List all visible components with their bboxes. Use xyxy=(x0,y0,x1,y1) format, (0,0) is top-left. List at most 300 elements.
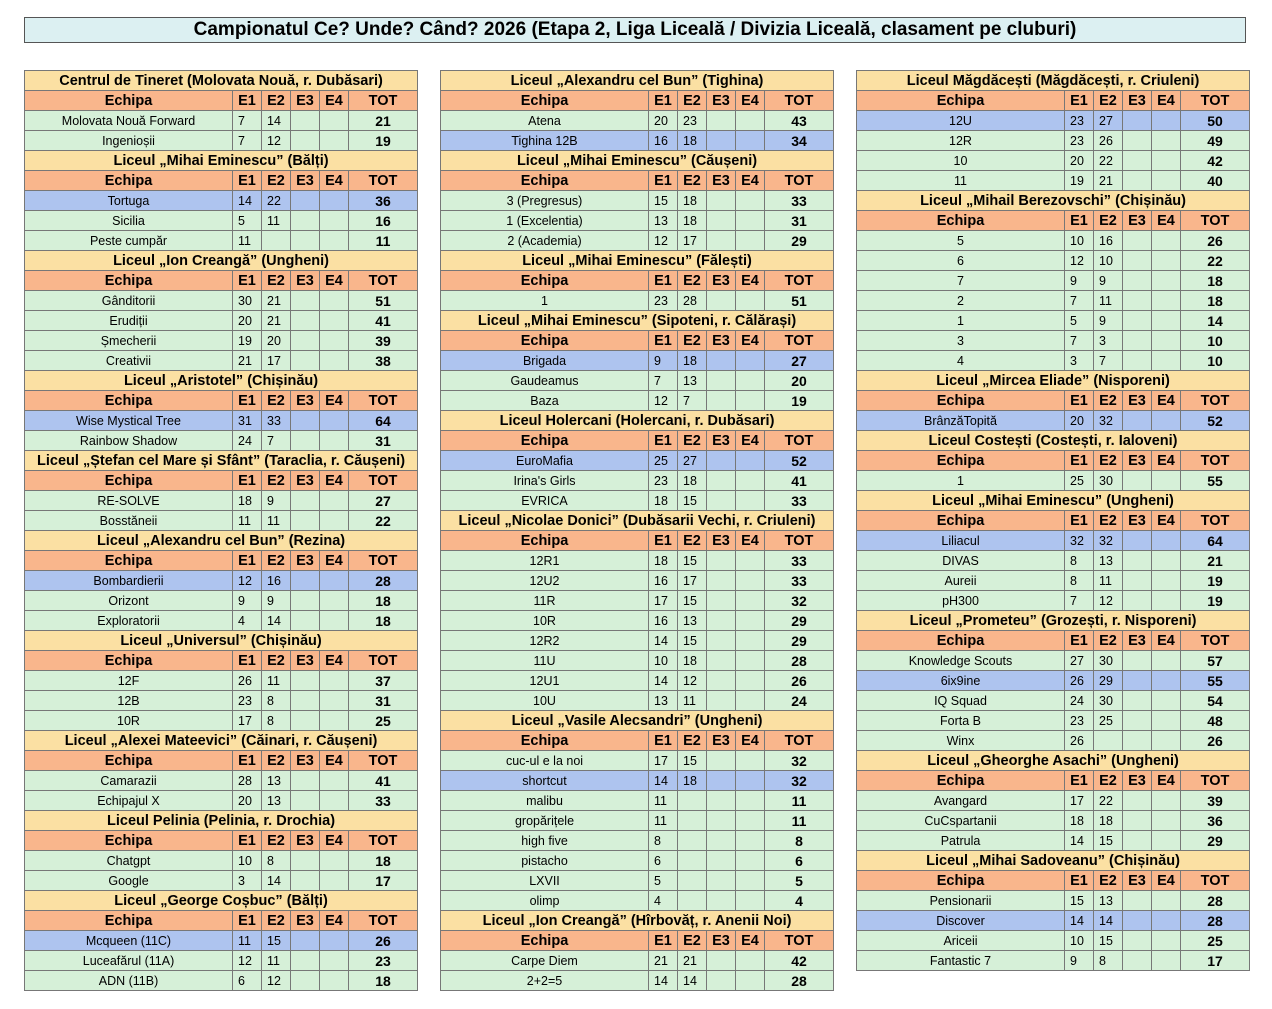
total-score: 32 xyxy=(765,591,834,611)
e2-column-header: E2 xyxy=(262,471,291,491)
e1-score: 21 xyxy=(649,951,678,971)
e2-score: 17 xyxy=(678,571,707,591)
total-score: 11 xyxy=(765,791,834,811)
e1-score: 16 xyxy=(649,571,678,591)
e2-score: 8 xyxy=(262,711,291,731)
total-score: 20 xyxy=(765,371,834,391)
e4-score xyxy=(320,111,349,131)
tot-column-header: TOT xyxy=(765,531,834,551)
tot-column-header: TOT xyxy=(1181,871,1250,891)
e3-column-header: E3 xyxy=(291,271,320,291)
team-name: 1 (Excelentia) xyxy=(441,211,649,231)
e2-score: 13 xyxy=(1094,551,1123,571)
e3-score xyxy=(707,791,736,811)
e2-score: 11 xyxy=(1094,291,1123,311)
e3-score xyxy=(1123,151,1152,171)
e3-score xyxy=(1123,931,1152,951)
team-row xyxy=(25,191,418,211)
e4-column-header: E4 xyxy=(320,91,349,111)
team-row xyxy=(857,471,1250,491)
e1-score: 12 xyxy=(649,231,678,251)
total-score: 19 xyxy=(1181,591,1250,611)
column-header-row xyxy=(857,451,1250,471)
e2-score xyxy=(678,831,707,851)
team-name: Sicilia xyxy=(25,211,233,231)
e4-column-header: E4 xyxy=(736,431,765,451)
column-header-row xyxy=(25,271,418,291)
team-row xyxy=(441,471,834,491)
team-row xyxy=(441,591,834,611)
e4-score xyxy=(320,871,349,891)
e4-column-header: E4 xyxy=(736,731,765,751)
e3-score xyxy=(707,111,736,131)
total-score: 25 xyxy=(1181,931,1250,951)
club-header-row xyxy=(857,611,1250,631)
e2-score: 14 xyxy=(678,971,707,991)
team-column-header: Echipa xyxy=(441,731,649,751)
team-row xyxy=(25,591,418,611)
team-name: 10 xyxy=(857,151,1065,171)
e1-column-header: E1 xyxy=(233,171,262,191)
team-name: ADN (11B) xyxy=(25,971,233,991)
team-row xyxy=(857,831,1250,851)
e4-column-header: E4 xyxy=(1152,511,1181,531)
e1-score: 32 xyxy=(1065,531,1094,551)
team-name: Knowledge Scouts xyxy=(857,651,1065,671)
team-name: 6ix9ine xyxy=(857,671,1065,691)
team-row xyxy=(25,771,418,791)
club-name: Liceul „Alexandru cel Bun” (Tighina) xyxy=(441,71,834,91)
e2-column-header: E2 xyxy=(678,331,707,351)
club-header-row xyxy=(441,71,834,91)
e3-score xyxy=(291,851,320,871)
column-header-row xyxy=(441,531,834,551)
club-header-row xyxy=(857,751,1250,771)
e1-column-header: E1 xyxy=(233,911,262,931)
column-header-row xyxy=(857,91,1250,111)
e1-score: 8 xyxy=(649,831,678,851)
e4-score xyxy=(320,591,349,611)
e2-score: 18 xyxy=(678,651,707,671)
e4-score xyxy=(1152,731,1181,751)
e3-score xyxy=(1123,291,1152,311)
e2-score: 17 xyxy=(262,351,291,371)
team-row xyxy=(25,491,418,511)
club-header-row xyxy=(857,191,1250,211)
e1-score: 15 xyxy=(649,191,678,211)
e4-score xyxy=(736,871,765,891)
e2-score: 28 xyxy=(678,291,707,311)
tot-column-header: TOT xyxy=(1181,631,1250,651)
team-row xyxy=(25,111,418,131)
team-name: 12R1 xyxy=(441,551,649,571)
e4-column-header: E4 xyxy=(320,391,349,411)
team-name: 12R xyxy=(857,131,1065,151)
club-header-row xyxy=(857,71,1250,91)
team-row xyxy=(25,311,418,331)
e3-score xyxy=(1123,271,1152,291)
e3-score xyxy=(291,571,320,591)
e3-score xyxy=(1123,131,1152,151)
e2-score: 9 xyxy=(1094,311,1123,331)
team-name: Forta B xyxy=(857,711,1065,731)
e1-score: 15 xyxy=(1065,891,1094,911)
club-name: Liceul „Mihai Sadoveanu” (Chișinău) xyxy=(857,851,1250,871)
e3-score xyxy=(1123,231,1152,251)
e1-column-header: E1 xyxy=(233,651,262,671)
team-row xyxy=(441,971,834,991)
e3-score xyxy=(707,291,736,311)
e2-column-header: E2 xyxy=(678,931,707,951)
total-score: 41 xyxy=(765,471,834,491)
e4-column-header: E4 xyxy=(320,831,349,851)
tot-column-header: TOT xyxy=(1181,511,1250,531)
e4-score xyxy=(736,751,765,771)
e2-score: 11 xyxy=(262,671,291,691)
e4-score xyxy=(320,711,349,731)
e1-score: 14 xyxy=(649,671,678,691)
team-name: DIVAS xyxy=(857,551,1065,571)
team-row xyxy=(441,651,834,671)
e2-score: 12 xyxy=(262,131,291,151)
team-row xyxy=(441,551,834,571)
e3-score xyxy=(707,371,736,391)
e4-score xyxy=(320,331,349,351)
e1-score: 31 xyxy=(233,411,262,431)
total-score: 26 xyxy=(765,671,834,691)
e3-score xyxy=(1123,411,1152,431)
team-row xyxy=(857,411,1250,431)
e3-score xyxy=(707,831,736,851)
e1-score: 14 xyxy=(1065,911,1094,931)
e1-column-header: E1 xyxy=(233,751,262,771)
e3-score xyxy=(707,851,736,871)
team-name: BrânzăTopită xyxy=(857,411,1065,431)
club-name: Liceul Costești (Costești, r. Ialoveni) xyxy=(857,431,1250,451)
e1-score: 6 xyxy=(649,851,678,871)
team-row xyxy=(441,391,834,411)
e3-column-header: E3 xyxy=(1123,871,1152,891)
e1-score: 18 xyxy=(649,551,678,571)
e2-score: 22 xyxy=(1094,791,1123,811)
e1-score: 5 xyxy=(1065,311,1094,331)
e1-score: 7 xyxy=(1065,291,1094,311)
e3-score xyxy=(707,191,736,211)
total-score: 18 xyxy=(349,971,418,991)
e2-score: 11 xyxy=(1094,571,1123,591)
e1-column-header: E1 xyxy=(1065,511,1094,531)
team-row xyxy=(441,791,834,811)
e3-score xyxy=(707,671,736,691)
total-score: 32 xyxy=(765,771,834,791)
total-score: 36 xyxy=(1181,811,1250,831)
team-name: cuc-ul e la noi xyxy=(441,751,649,771)
team-name: LXVII xyxy=(441,871,649,891)
e1-score: 3 xyxy=(233,871,262,891)
total-score: 22 xyxy=(1181,251,1250,271)
team-name: Irina's Girls xyxy=(441,471,649,491)
e4-score xyxy=(1152,591,1181,611)
team-name: Google xyxy=(25,871,233,891)
total-score: 18 xyxy=(349,851,418,871)
team-row xyxy=(25,971,418,991)
e1-score: 12 xyxy=(233,951,262,971)
e4-column-header: E4 xyxy=(320,751,349,771)
e3-score xyxy=(1123,331,1152,351)
team-column-header: Echipa xyxy=(25,831,233,851)
e4-score xyxy=(736,551,765,571)
e2-score: 15 xyxy=(678,491,707,511)
tot-column-header: TOT xyxy=(349,551,418,571)
team-name: gropărițele xyxy=(441,811,649,831)
e4-score xyxy=(1152,951,1181,971)
total-score: 24 xyxy=(765,691,834,711)
club-header-row xyxy=(25,71,418,91)
e1-score: 7 xyxy=(649,371,678,391)
e4-score xyxy=(736,471,765,491)
e2-column-header: E2 xyxy=(1094,391,1123,411)
e4-score xyxy=(736,491,765,511)
club-name: Liceul „Ion Creangă” (Ungheni) xyxy=(25,251,418,271)
e2-score: 11 xyxy=(678,691,707,711)
e1-score: 17 xyxy=(233,711,262,731)
team-row xyxy=(857,291,1250,311)
team-column-header: Echipa xyxy=(25,171,233,191)
e1-score: 20 xyxy=(233,311,262,331)
total-score: 52 xyxy=(765,451,834,471)
team-row xyxy=(857,891,1250,911)
e2-score: 33 xyxy=(262,411,291,431)
column-header-row xyxy=(25,471,418,491)
team-name: Atena xyxy=(441,111,649,131)
team-row xyxy=(441,231,834,251)
team-name: Creativii xyxy=(25,351,233,371)
e4-score xyxy=(320,611,349,631)
e3-score xyxy=(291,331,320,351)
e4-score xyxy=(736,571,765,591)
e2-score: 15 xyxy=(678,591,707,611)
club-header-row xyxy=(857,851,1250,871)
team-row xyxy=(25,351,418,371)
tot-column-header: TOT xyxy=(1181,451,1250,471)
e4-score xyxy=(736,951,765,971)
total-score: 5 xyxy=(765,871,834,891)
e2-score: 15 xyxy=(678,551,707,571)
e3-score xyxy=(1123,671,1152,691)
team-row xyxy=(25,131,418,151)
e4-score xyxy=(736,451,765,471)
e1-score: 7 xyxy=(1065,591,1094,611)
e3-score xyxy=(291,491,320,511)
team-row xyxy=(441,611,834,631)
e3-score xyxy=(1123,351,1152,371)
e1-score: 20 xyxy=(1065,151,1094,171)
e2-score: 15 xyxy=(262,931,291,951)
e3-score xyxy=(291,931,320,951)
team-name: Peste cumpăr xyxy=(25,231,233,251)
standings-column-1 xyxy=(24,70,417,991)
e1-score: 21 xyxy=(233,351,262,371)
team-column-header: Echipa xyxy=(25,471,233,491)
e1-score: 13 xyxy=(649,691,678,711)
team-column-header: Echipa xyxy=(25,91,233,111)
e3-score xyxy=(291,771,320,791)
e2-score: 27 xyxy=(1094,111,1123,131)
team-name: Pensionarii xyxy=(857,891,1065,911)
e3-score xyxy=(291,231,320,251)
standings-column-2 xyxy=(440,70,833,991)
e4-column-header: E4 xyxy=(1152,391,1181,411)
standings-column-3 xyxy=(856,70,1249,971)
team-column-header: Echipa xyxy=(857,871,1065,891)
e1-score: 12 xyxy=(233,571,262,591)
team-name: 2 (Academia) xyxy=(441,231,649,251)
e1-column-header: E1 xyxy=(649,91,678,111)
team-name: 3 xyxy=(857,331,1065,351)
e1-column-header: E1 xyxy=(649,171,678,191)
e3-score xyxy=(1123,891,1152,911)
e3-score xyxy=(291,951,320,971)
club-name: Liceul „Gheorghe Asachi” (Ungheni) xyxy=(857,751,1250,771)
standings-table xyxy=(856,70,1250,971)
e3-score xyxy=(291,611,320,631)
team-row xyxy=(857,331,1250,351)
e1-score: 12 xyxy=(1065,251,1094,271)
e1-score: 4 xyxy=(233,611,262,631)
e4-score xyxy=(736,771,765,791)
team-name: Gânditorii xyxy=(25,291,233,311)
total-score: 51 xyxy=(349,291,418,311)
total-score: 33 xyxy=(765,491,834,511)
e4-column-header: E4 xyxy=(320,651,349,671)
e4-score xyxy=(736,851,765,871)
total-score: 55 xyxy=(1181,471,1250,491)
column-header-row xyxy=(25,751,418,771)
e3-score xyxy=(1123,531,1152,551)
club-name: Liceul „Universul” (Chișinău) xyxy=(25,631,418,651)
tot-column-header: TOT xyxy=(765,431,834,451)
e4-score xyxy=(1152,811,1181,831)
e4-column-header: E4 xyxy=(320,471,349,491)
e3-score xyxy=(291,291,320,311)
club-header-row xyxy=(441,311,834,331)
team-row xyxy=(441,211,834,231)
total-score: 41 xyxy=(349,311,418,331)
column-header-row xyxy=(441,731,834,751)
e2-score: 23 xyxy=(678,111,707,131)
team-row xyxy=(857,111,1250,131)
team-name: malibu xyxy=(441,791,649,811)
e1-column-header: E1 xyxy=(649,431,678,451)
total-score: 6 xyxy=(765,851,834,871)
total-score: 17 xyxy=(349,871,418,891)
column-header-row xyxy=(25,551,418,571)
e4-score xyxy=(1152,671,1181,691)
e1-score: 23 xyxy=(233,691,262,711)
e2-score: 18 xyxy=(1094,811,1123,831)
total-score: 37 xyxy=(349,671,418,691)
team-row xyxy=(25,711,418,731)
e3-column-header: E3 xyxy=(291,651,320,671)
e2-score: 8 xyxy=(262,691,291,711)
e2-score: 30 xyxy=(1094,651,1123,671)
team-row xyxy=(857,651,1250,671)
e2-column-header: E2 xyxy=(262,911,291,931)
club-name: Liceul „Alexandru cel Bun” (Rezina) xyxy=(25,531,418,551)
team-name: Aureii xyxy=(857,571,1065,591)
team-row xyxy=(441,951,834,971)
team-row xyxy=(857,171,1250,191)
e2-column-header: E2 xyxy=(1094,511,1123,531)
e3-score xyxy=(707,751,736,771)
e4-score xyxy=(1152,571,1181,591)
e4-column-header: E4 xyxy=(736,331,765,351)
e3-column-header: E3 xyxy=(1123,451,1152,471)
team-column-header: Echipa xyxy=(25,551,233,571)
team-row xyxy=(857,571,1250,591)
team-column-header: Echipa xyxy=(857,631,1065,651)
e2-score: 27 xyxy=(678,451,707,471)
e1-score: 4 xyxy=(649,891,678,911)
team-row xyxy=(441,111,834,131)
total-score: 50 xyxy=(1181,111,1250,131)
e3-score xyxy=(1123,171,1152,191)
e4-score xyxy=(320,851,349,871)
standings-table xyxy=(440,70,834,991)
e4-column-header: E4 xyxy=(1152,631,1181,651)
e2-score: 22 xyxy=(262,191,291,211)
team-row xyxy=(25,931,418,951)
e1-score: 30 xyxy=(233,291,262,311)
team-name: 3 (Pregresus) xyxy=(441,191,649,211)
team-name: Ingenioșii xyxy=(25,131,233,151)
team-column-header: Echipa xyxy=(857,511,1065,531)
team-name: Avangard xyxy=(857,791,1065,811)
team-name: 1 xyxy=(441,291,649,311)
e4-column-header: E4 xyxy=(736,271,765,291)
e2-score xyxy=(262,231,291,251)
e1-score: 14 xyxy=(649,971,678,991)
total-score: 18 xyxy=(1181,291,1250,311)
club-header-row xyxy=(857,371,1250,391)
e2-column-header: E2 xyxy=(678,271,707,291)
e4-column-header: E4 xyxy=(1152,871,1181,891)
e1-score: 16 xyxy=(649,611,678,631)
team-name: IQ Squad xyxy=(857,691,1065,711)
team-name: 11U xyxy=(441,651,649,671)
e2-score xyxy=(678,791,707,811)
e1-score: 23 xyxy=(1065,111,1094,131)
team-row xyxy=(857,151,1250,171)
e2-score: 15 xyxy=(1094,831,1123,851)
e2-column-header: E2 xyxy=(678,731,707,751)
team-name: 12F xyxy=(25,671,233,691)
e2-column-header: E2 xyxy=(678,431,707,451)
e1-column-header: E1 xyxy=(233,271,262,291)
e3-score xyxy=(1123,951,1152,971)
e4-column-header: E4 xyxy=(736,171,765,191)
e4-score xyxy=(736,651,765,671)
team-row xyxy=(441,451,834,471)
club-name: Liceul „Nicolae Donici” (Dubăsarii Vechi, r. Criuleni) xyxy=(441,511,834,531)
e2-score: 30 xyxy=(1094,691,1123,711)
e2-score: 21 xyxy=(678,951,707,971)
team-row xyxy=(25,211,418,231)
e3-score xyxy=(707,451,736,471)
team-row xyxy=(25,951,418,971)
e4-score xyxy=(1152,251,1181,271)
team-name: Mcqueen (11C) xyxy=(25,931,233,951)
